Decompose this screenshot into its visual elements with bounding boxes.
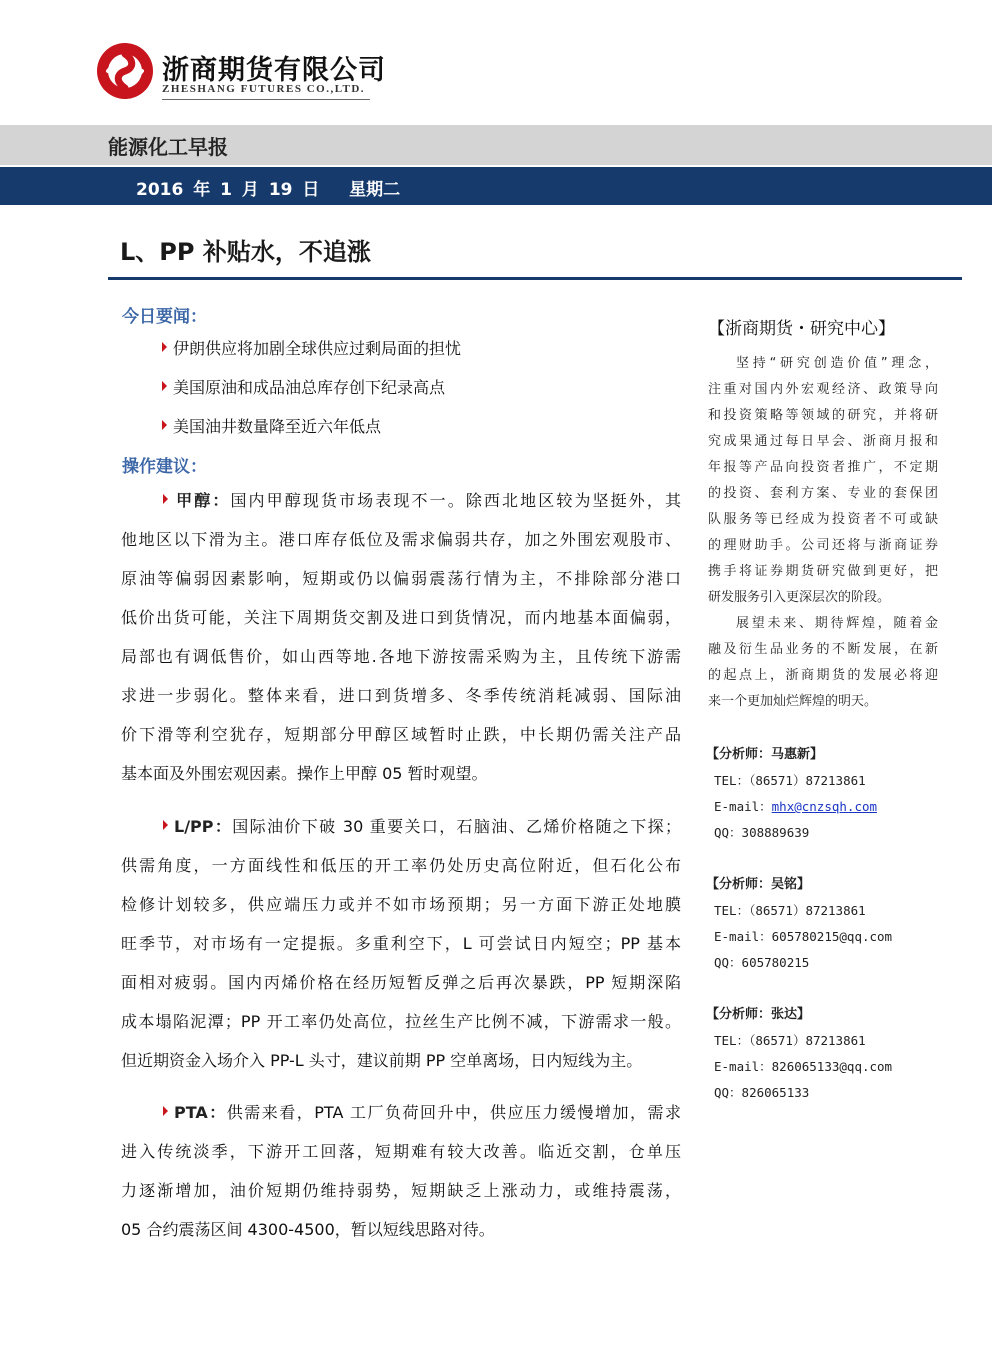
paragraph-line: 成本塌陷泥潭；PP 开工率仍处高位，拉丝生产比例不减，下游需求一般。 [121, 1012, 681, 1031]
analyst-card [706, 1002, 892, 1106]
analyst-card [706, 872, 892, 976]
bullet-arrow-icon [162, 420, 167, 430]
report-date [136, 175, 400, 200]
analyst-name: 【分析师：马惠新】 [706, 747, 824, 762]
analyst-name: 【分析师：吴铭】 [706, 877, 811, 892]
paragraph-line: 原油等偏弱因素影响，短期或仍以偏弱震荡行情为主，不排除部分港口 [121, 569, 681, 588]
sidebar-line: 携手将证券期货研究做到更好，把 [708, 564, 938, 579]
analyst-email-row [706, 794, 877, 820]
date: 2016 年 1 月 19 日 [136, 180, 320, 200]
bullet-arrow-icon [163, 820, 168, 830]
paragraph-line: 价下滑等利空犹存，短期部分甲醇区域暂时止跌，中长期仍需关注产品 [121, 725, 681, 744]
headline: L、PP 补贴水，不追涨 [120, 238, 371, 266]
sidebar-line: 的投资、套利方案、专业的套保团 [708, 486, 938, 501]
analyst-email-link[interactable]: mhx@cnzsqh.com [771, 799, 878, 814]
sidebar-line: 的理财助手。公司还将与浙商证券 [708, 538, 938, 553]
analyst-email-row [706, 924, 892, 950]
headline-divider [108, 277, 962, 280]
analyst-qq: QQ：308889639 [714, 825, 810, 840]
paragraph-line: 局部也有调低售价，如山西等地.各地下游按需采购为主，且传统下游需 [121, 647, 681, 666]
bullet-arrow-icon [163, 1106, 168, 1116]
advice-lead: PTA： [174, 1103, 227, 1122]
sidebar-line: 来一个更加灿烂辉煌的明天。 [708, 694, 878, 709]
paragraph-line: 低价出货可能，关注下周期货交割及进口到货情况，而内地基本面偏弱， [121, 608, 681, 627]
paragraph-line: 面相对疲弱。国内丙烯价格在经历短暂反弹之后再次暴跌，PP 短期深陷 [121, 973, 681, 992]
report-category: 能源化工早报 [108, 135, 228, 159]
company-logo-icon [96, 42, 154, 100]
analyst-card [706, 742, 877, 846]
news-heading: 今日要闻： [122, 307, 207, 327]
news-item-text: 伊朗供应将加剧全球供应过剩局面的担忧 [173, 339, 462, 358]
news-item [162, 336, 461, 359]
paragraph-line: 求进一步弱化。整体来看，进口到货增多、冬季传统消耗减弱、国际油 [121, 686, 681, 705]
paragraph-line: 检修计划较多，供应端压力或并不如市场预期；另一方面下游正处地膜 [121, 895, 681, 914]
advice-lead: L/PP： [174, 817, 233, 836]
paragraph-line: 05 合约震荡区间 4300-4500，暂以短线思路对待。 [121, 1220, 495, 1239]
sidebar-outlook [708, 611, 938, 715]
analyst-qq: QQ：605780215 [714, 955, 810, 970]
bullet-arrow-icon [162, 342, 167, 352]
advice-pta [121, 1093, 681, 1249]
line-text: 供需来看，PTA 工厂负荷回升中，供应压力缓慢增加，需求 [226, 1103, 681, 1122]
sidebar-title: 【浙商期货・研究中心】 [708, 319, 895, 339]
sidebar-line: 究成果通过每日早会、浙商月报和 [708, 434, 938, 449]
sidebar-line: 的起点上，浙商期货的发展必将迎 [708, 668, 938, 683]
paragraph-line: 供需角度，一方面线性和低压的开工率仍处历史高位附近，但石化公布 [121, 856, 681, 875]
advice-methanol [121, 481, 681, 793]
paragraph-line: 但近期资金入场介入 PP-L 头寸，建议前期 PP 空单离场，日内短线为主。 [121, 1051, 643, 1070]
sidebar-line: 展望未来、期待辉煌，随着金 [736, 616, 938, 631]
email-label: E-mail： [714, 799, 772, 814]
sidebar-line: 年报等产品向投资者推广，不定期 [708, 460, 938, 475]
news-item-text: 美国油井数量降至近六年低点 [173, 417, 382, 436]
advice-lpp [121, 807, 681, 1080]
analyst-name: 【分析师：张达】 [706, 1007, 811, 1022]
line-text: 国内甲醇现货市场表现不一。除西北地区较为坚挺外，其 [230, 491, 681, 510]
advice-heading: 操作建议： [122, 457, 207, 477]
news-item [162, 414, 381, 437]
paragraph-line [121, 481, 681, 520]
analyst-email-row [706, 1054, 892, 1080]
line-text: 国际油价下破 30 重要关口，石脑油、乙烯价格随之下探； [232, 817, 681, 836]
analyst-qq: QQ：826065133 [714, 1085, 810, 1100]
bullet-arrow-icon [163, 494, 168, 504]
paragraph-line: 基本面及外围宏观因素。操作上甲醇 05 暂时观望。 [121, 764, 488, 783]
paragraph-line: 旺季节，对市场有一定提振。多重利空下，L 可尝试日内短空；PP 基本 [121, 934, 681, 953]
paragraph-line: 他地区以下滑为主。港口库存低位及需求偏弱共存，加之外围宏观股市、 [121, 530, 681, 549]
analyst-tel: TEL：（86571）87213861 [714, 773, 866, 788]
news-item [162, 375, 445, 398]
sidebar-intro [708, 351, 938, 611]
sidebar-line: 研发服务引入更深层次的阶段。 [708, 590, 891, 605]
email-label: E-mail： [714, 1059, 772, 1074]
email-label: E-mail： [714, 929, 772, 944]
paragraph-line: 力逐渐增加，油价短期仍维持弱势，短期缺乏上涨动力，或维持震荡， [121, 1181, 681, 1200]
weekday: 星期二 [349, 180, 401, 200]
analyst-email: 826065133@qq.com [771, 1059, 893, 1074]
paragraph-line [121, 1093, 681, 1132]
advice-lead: 甲醇： [174, 491, 231, 510]
analyst-tel: TEL：（86571）87213861 [714, 903, 866, 918]
sidebar-line: 坚持“研究创造价值”理念， [736, 356, 938, 371]
sidebar-line: 融及衍生品业务的不断发展，在新 [708, 642, 938, 657]
logo-divider [162, 99, 370, 100]
news-item-text: 美国原油和成品油总库存创下纪录高点 [173, 378, 446, 397]
sidebar-line: 注重对国内外宏观经济、政策导向 [708, 382, 938, 397]
company-name-cn: 浙商期货有限公司 [162, 55, 386, 86]
sidebar-line: 和投资策略等领域的研究，并将研 [708, 408, 938, 423]
company-name-en: ZHESHANG FUTURES CO.,LTD. [162, 83, 366, 95]
paragraph-line: 进入传统淡季，下游开工回落，短期难有较大改善。临近交割，仓单压 [121, 1142, 681, 1161]
analyst-email: 605780215@qq.com [771, 929, 893, 944]
paragraph-line [121, 807, 681, 846]
sidebar-line: 队服务等已经成为投资者不可或缺 [708, 512, 938, 527]
bullet-arrow-icon [162, 381, 167, 391]
analyst-tel: TEL：（86571）87213861 [714, 1033, 866, 1048]
